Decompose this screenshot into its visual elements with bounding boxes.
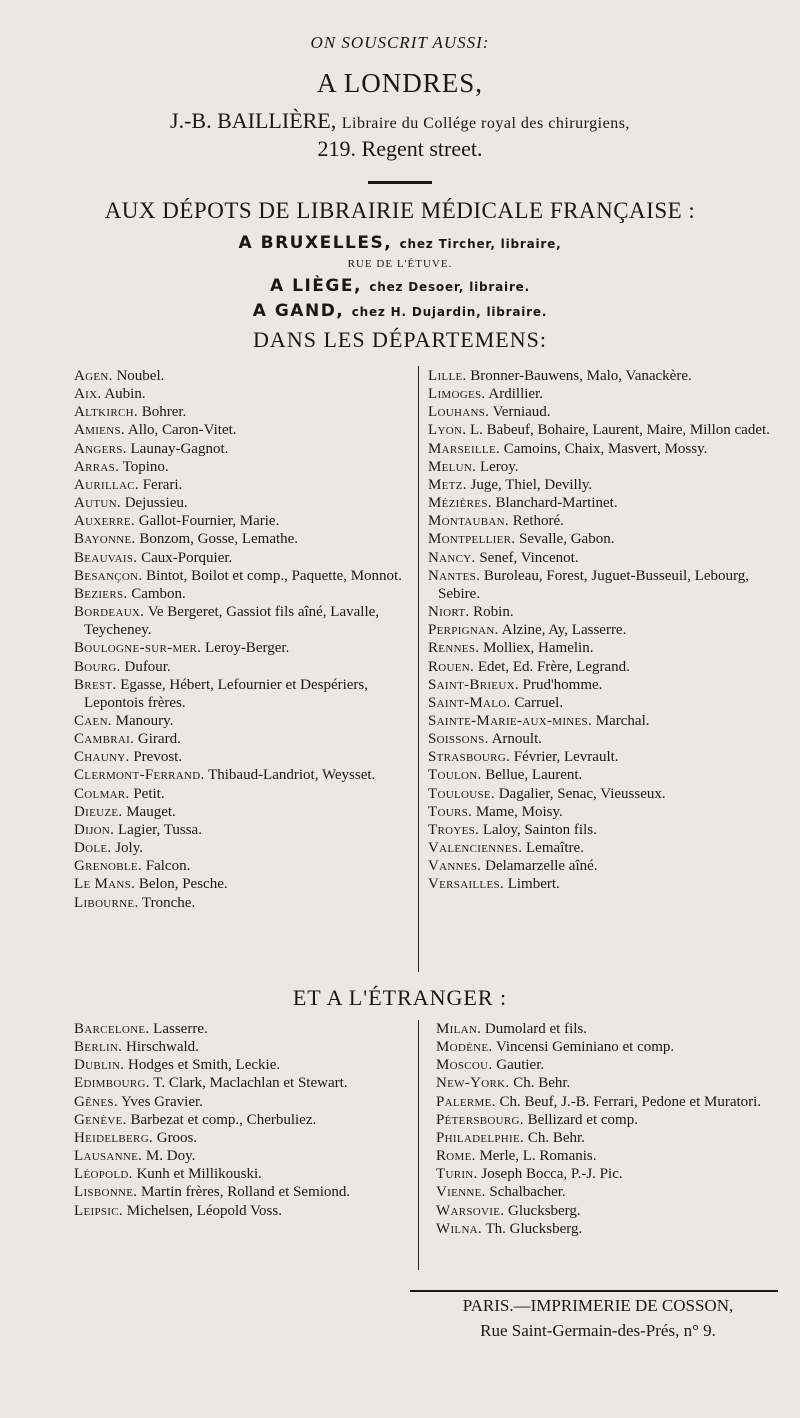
liege-bookseller: chez Desoer, libraire. bbox=[369, 280, 530, 294]
bookseller-entry bbox=[74, 1129, 414, 1147]
bookseller-entry bbox=[436, 1093, 781, 1111]
bookseller-entry bbox=[74, 839, 414, 857]
entry-booksellers: Ch. Beuf, J.-B. Ferrari, Pedone et Muratori. bbox=[499, 1093, 762, 1110]
bookseller-entry bbox=[428, 748, 778, 766]
etranger-left-column bbox=[74, 1020, 414, 1220]
entry-booksellers: Falcon. bbox=[145, 858, 191, 875]
entry-city: Marseille. bbox=[428, 440, 501, 457]
entry-city: Bordeaux. bbox=[74, 604, 145, 621]
entry-booksellers: Girard. bbox=[137, 731, 181, 748]
entry-booksellers: Caux-Porquier. bbox=[141, 549, 233, 566]
entry-city: Milan. bbox=[436, 1021, 482, 1037]
entry-city: Léopold. bbox=[74, 1166, 133, 1183]
entry-city: Lausanne. bbox=[74, 1148, 143, 1165]
publisher-name: J.-B. BAILLIÈRE, bbox=[170, 108, 337, 133]
entry-booksellers: Bohrer. bbox=[141, 404, 187, 421]
gand-bookseller: chez H. Dujardin, libraire. bbox=[351, 305, 548, 319]
column-divider bbox=[418, 366, 419, 972]
entry-booksellers: Ardillier. bbox=[488, 386, 543, 403]
entry-city: Toulon. bbox=[428, 767, 482, 784]
entry-booksellers: Thibaud-Landriot, Weysset. bbox=[208, 767, 376, 784]
entry-city: Turin. bbox=[436, 1166, 478, 1183]
bookseller-entry bbox=[74, 712, 414, 730]
entry-booksellers: Edet, Ed. Frère, Legrand. bbox=[477, 658, 630, 675]
bookseller-entry bbox=[74, 1020, 414, 1038]
bookseller-entry bbox=[74, 1165, 414, 1183]
entry-booksellers: Laloy, Sainton fils. bbox=[482, 821, 597, 838]
bookseller-entry bbox=[428, 549, 778, 567]
bruxelles-street: RUE DE L'ÉTUVE. bbox=[347, 258, 453, 270]
entry-city: Berlin. bbox=[74, 1039, 123, 1056]
bookseller-entry bbox=[436, 1183, 781, 1201]
entry-city: Barcelone. bbox=[74, 1021, 150, 1037]
entry-city: Montpellier. bbox=[428, 531, 516, 548]
entry-booksellers: Ve Bergeret, Gassiot fils aîné, Lavalle, Teycheney. bbox=[84, 604, 380, 639]
entry-booksellers: Verniaud. bbox=[492, 404, 551, 421]
bookseller-entry bbox=[74, 1183, 414, 1201]
entry-booksellers: Dufour. bbox=[124, 658, 171, 675]
entry-booksellers: Buroleau, Forest, Juguet-Busseuil, Lebourg, Sebire. bbox=[438, 567, 749, 602]
entry-city: Pétersbourg. bbox=[436, 1111, 524, 1128]
entry-city: Cambrai. bbox=[74, 731, 135, 748]
bookseller-entry bbox=[428, 658, 778, 676]
entry-city: Lille. bbox=[428, 368, 467, 384]
entry-booksellers: Alzine, Ay, Lasserre. bbox=[501, 622, 627, 639]
entry-booksellers: Ferari. bbox=[142, 476, 183, 493]
entry-booksellers: Bronner-Bauwens, Malo, Vanackère. bbox=[470, 368, 692, 384]
bruxelles-line bbox=[0, 233, 800, 253]
entry-booksellers: Belon, Pesche. bbox=[138, 876, 228, 893]
bookseller-entry bbox=[428, 730, 778, 748]
entry-booksellers: Gallot-Fournier, Marie. bbox=[138, 513, 280, 530]
etranger-heading: ET A L'ÉTRANGER : bbox=[292, 985, 508, 1010]
section-divider bbox=[368, 181, 432, 184]
entry-city: Rennes. bbox=[428, 640, 480, 657]
bookseller-entry bbox=[428, 367, 778, 385]
entry-city: Toulouse. bbox=[428, 785, 495, 802]
entry-city: Boulogne-sur-mer. bbox=[74, 640, 202, 657]
bookseller-entry bbox=[428, 494, 778, 512]
bookseller-entry bbox=[74, 821, 414, 839]
entry-booksellers: T. Clark, Maclachlan et Stewart. bbox=[153, 1075, 348, 1092]
entry-city: Rouen. bbox=[428, 658, 475, 675]
bookseller-entry bbox=[436, 1147, 781, 1165]
entry-city: Le Mans. bbox=[74, 876, 136, 893]
gand-city: A GAND, bbox=[252, 301, 345, 321]
depots-heading: AUX DÉPOTS DE LIBRAIRIE MÉDICALE FRANÇAISE : bbox=[104, 198, 696, 223]
bookseller-entry bbox=[74, 730, 414, 748]
entry-city: Caen. bbox=[74, 712, 112, 729]
entry-city: Vienne. bbox=[436, 1184, 486, 1201]
bookseller-entry bbox=[74, 476, 414, 494]
bookseller-entry bbox=[428, 639, 778, 657]
bookseller-entry bbox=[436, 1202, 781, 1220]
bookseller-entry bbox=[428, 676, 778, 694]
publisher-line bbox=[0, 108, 800, 134]
entry-booksellers: Dejussieu. bbox=[124, 495, 188, 512]
entry-city: Nancy. bbox=[428, 549, 476, 566]
bookseller-entry bbox=[428, 803, 778, 821]
bookseller-entry bbox=[428, 603, 778, 621]
entry-booksellers: Kunh et Millikouski. bbox=[136, 1166, 262, 1183]
liege-city: A LIÈGE, bbox=[270, 276, 362, 296]
entry-booksellers: M. Doy. bbox=[145, 1148, 196, 1165]
entry-booksellers: Sevalle, Gabon. bbox=[519, 531, 615, 548]
bookseller-entry bbox=[428, 476, 778, 494]
bookseller-entry bbox=[74, 403, 414, 421]
entry-booksellers: Topino. bbox=[122, 458, 169, 475]
entry-booksellers: Bonzom, Gosse, Lemathe. bbox=[139, 531, 299, 548]
entry-city: Bayonne. bbox=[74, 531, 136, 548]
bookseller-entry bbox=[428, 857, 778, 875]
entry-city: Leipsic. bbox=[74, 1202, 123, 1219]
entry-booksellers: Petit. bbox=[133, 785, 165, 802]
entry-city: Philadelphie. bbox=[436, 1129, 525, 1146]
entry-booksellers: Hodges et Smith, Leckie. bbox=[128, 1057, 281, 1074]
entry-city: New-York. bbox=[436, 1075, 510, 1092]
entry-city: Arras. bbox=[74, 458, 120, 475]
entry-city: Lyon. bbox=[428, 422, 467, 439]
entry-city: Beauvais. bbox=[74, 549, 138, 566]
publisher-address: 219. Regent street. bbox=[317, 136, 483, 161]
london-heading: A LONDRES, bbox=[316, 68, 483, 98]
bruxelles-bookseller: chez Tircher, libraire, bbox=[399, 237, 562, 251]
bookseller-entry bbox=[428, 785, 778, 803]
entry-booksellers: Aubin. bbox=[104, 386, 146, 403]
bookseller-entry bbox=[436, 1165, 781, 1183]
entry-city: Besançon. bbox=[74, 567, 143, 584]
etranger-right-column bbox=[436, 1020, 781, 1238]
entry-booksellers: Dumolard et fils. bbox=[484, 1021, 587, 1037]
entry-city: Troyes. bbox=[428, 821, 480, 838]
entry-city: Auxerre. bbox=[74, 513, 135, 530]
entry-booksellers: Ch. Behr. bbox=[527, 1129, 585, 1146]
entry-booksellers: Senef, Vincenot. bbox=[479, 549, 579, 566]
entry-booksellers: Delamarzelle aîné. bbox=[485, 858, 598, 875]
entry-booksellers: Cambon. bbox=[131, 585, 186, 602]
entry-booksellers: Dagalier, Senac, Vieusseux. bbox=[498, 785, 666, 802]
entry-city: Valenciennes. bbox=[428, 840, 523, 857]
bookseller-entry bbox=[74, 458, 414, 476]
entry-city: Metz. bbox=[428, 476, 467, 493]
entry-booksellers: Tronche. bbox=[142, 894, 196, 911]
entry-city: Perpignan. bbox=[428, 622, 499, 639]
entry-city: Mézières. bbox=[428, 495, 492, 512]
entry-booksellers: Leroy-Berger. bbox=[205, 640, 290, 657]
bookseller-entry bbox=[74, 494, 414, 512]
bookseller-entry bbox=[74, 1093, 414, 1111]
entry-city: Modène. bbox=[436, 1039, 493, 1056]
bookseller-entry bbox=[74, 1111, 414, 1129]
bookseller-entry bbox=[428, 403, 778, 421]
entry-booksellers: Gautier. bbox=[496, 1057, 545, 1074]
bookseller-entry bbox=[74, 857, 414, 875]
entry-booksellers: Merle, L. Romanis. bbox=[479, 1148, 597, 1165]
entry-city: Strasbourg. bbox=[428, 749, 511, 766]
bookseller-entry bbox=[74, 440, 414, 458]
entry-city: Angers. bbox=[74, 440, 127, 457]
entry-city: Dijon. bbox=[74, 821, 115, 838]
entry-city: Montauban. bbox=[428, 513, 509, 530]
bookseller-entry bbox=[74, 512, 414, 530]
entry-city: Lisbonne. bbox=[74, 1184, 138, 1201]
bookseller-entry bbox=[428, 821, 778, 839]
entry-booksellers: L. Babeuf, Bohaire, Laurent, Maire, Millon cadet. bbox=[470, 422, 770, 439]
bookseller-entry bbox=[74, 676, 414, 712]
entry-city: Chauny. bbox=[74, 749, 130, 766]
entry-booksellers: Martin frères, Rolland et Semiond. bbox=[141, 1184, 351, 1201]
bookseller-entry bbox=[74, 1056, 414, 1074]
entry-booksellers: Barbezat et comp., Cherbuliez. bbox=[130, 1111, 317, 1128]
bookseller-entry bbox=[428, 530, 778, 548]
entry-booksellers: Bellue, Laurent. bbox=[485, 767, 583, 784]
entry-city: Grenoble. bbox=[74, 858, 143, 875]
entry-booksellers: Manoury. bbox=[115, 712, 174, 729]
bookseller-entry bbox=[74, 1202, 414, 1220]
entry-booksellers: Launay-Gagnot. bbox=[130, 440, 229, 457]
entry-city: Agen. bbox=[74, 368, 113, 384]
entry-city: Altkirch. bbox=[74, 404, 138, 421]
liege-line bbox=[0, 276, 800, 296]
bruxelles-city: A BRUXELLES, bbox=[238, 233, 393, 253]
entry-city: Dole. bbox=[74, 840, 112, 857]
bookseller-entry bbox=[436, 1074, 781, 1092]
entry-city: Saint-Malo. bbox=[428, 694, 511, 711]
entry-city: Melun. bbox=[428, 458, 477, 475]
entry-city: Clermont-Ferrand. bbox=[74, 767, 205, 784]
entry-city: Limoges. bbox=[428, 386, 486, 403]
entry-city: Aurillac. bbox=[74, 476, 139, 493]
entry-booksellers: Lagier, Tussa. bbox=[117, 821, 202, 838]
entry-booksellers: Prud'homme. bbox=[522, 676, 603, 693]
bookseller-entry bbox=[428, 421, 778, 439]
entry-city: Niort. bbox=[428, 604, 470, 621]
entry-city: Genève. bbox=[74, 1111, 127, 1128]
bookseller-entry bbox=[74, 567, 414, 585]
entry-booksellers: Hirschwald. bbox=[126, 1039, 199, 1056]
entry-booksellers: Rethoré. bbox=[512, 513, 564, 530]
bookseller-entry bbox=[428, 621, 778, 639]
bookseller-entry bbox=[436, 1220, 781, 1238]
entry-booksellers: Yves Gravier. bbox=[121, 1093, 203, 1110]
bookseller-entry bbox=[428, 440, 778, 458]
bookseller-entry bbox=[428, 694, 778, 712]
entry-booksellers: Vincensi Geminiano et comp. bbox=[495, 1039, 675, 1056]
entry-city: Sainte-Marie-aux-mines. bbox=[428, 712, 593, 729]
bookseller-entry bbox=[436, 1111, 781, 1129]
entry-city: Brest. bbox=[74, 676, 117, 693]
entry-city: Libourne. bbox=[74, 894, 139, 911]
entry-booksellers: Mauget. bbox=[126, 803, 176, 820]
bookseller-entry bbox=[436, 1129, 781, 1147]
entry-booksellers: Noubel. bbox=[116, 368, 165, 384]
entry-booksellers: Février, Levrault. bbox=[513, 749, 619, 766]
entry-booksellers: Robin. bbox=[473, 604, 514, 621]
entry-booksellers: Bintot, Boilot et comp., Paquette, Monnot. bbox=[146, 567, 402, 584]
entry-booksellers: Lasserre. bbox=[153, 1021, 208, 1037]
bookseller-entry bbox=[74, 1038, 414, 1056]
bookseller-entry bbox=[436, 1038, 781, 1056]
bookseller-entry bbox=[428, 512, 778, 530]
subscription-note: ON SOUSCRIT AUSSI: bbox=[310, 33, 490, 52]
imprint-address: Rue Saint-Germain-des-Prés, n° 9. bbox=[480, 1321, 716, 1340]
bookseller-entry bbox=[74, 603, 414, 639]
entry-city: Wilna. bbox=[436, 1220, 482, 1237]
bookseller-entry bbox=[74, 1074, 414, 1092]
bookseller-entry bbox=[74, 367, 414, 385]
entry-booksellers: Lemaître. bbox=[526, 840, 584, 857]
entry-city: Aix. bbox=[74, 386, 102, 403]
entry-booksellers: Joseph Bocca, P.-J. Pic. bbox=[481, 1166, 623, 1183]
bookseller-entry bbox=[428, 712, 778, 730]
entry-booksellers: Marchal. bbox=[595, 712, 650, 729]
entry-booksellers: Limbert. bbox=[507, 876, 560, 893]
bookseller-entry bbox=[74, 530, 414, 548]
bookseller-entry bbox=[74, 785, 414, 803]
entry-city: Moscou. bbox=[436, 1057, 493, 1074]
entry-city: Dublin. bbox=[74, 1057, 125, 1074]
entry-city: Heidelberg. bbox=[74, 1129, 153, 1146]
entry-booksellers: Leroy. bbox=[479, 458, 519, 475]
entry-booksellers: Joly. bbox=[115, 840, 143, 857]
entry-city: Versailles. bbox=[428, 876, 504, 893]
bookseller-entry bbox=[436, 1056, 781, 1074]
bookseller-entry bbox=[74, 748, 414, 766]
entry-booksellers: Th. Glucksberg. bbox=[485, 1220, 583, 1237]
bookseller-entry bbox=[74, 421, 414, 439]
entry-booksellers: Carruel. bbox=[514, 694, 564, 711]
bookseller-entry bbox=[74, 766, 414, 784]
entry-booksellers: Allo, Caron-Vitet. bbox=[127, 422, 237, 439]
entry-city: Bourg. bbox=[74, 658, 121, 675]
entry-city: Edimbourg. bbox=[74, 1075, 150, 1092]
bookseller-entry bbox=[428, 766, 778, 784]
entry-city: Dieuze. bbox=[74, 803, 123, 820]
entry-city: Warsovie. bbox=[436, 1202, 505, 1219]
entry-booksellers: Egasse, Hébert, Lefournier et Despériers, Lepontois frères. bbox=[84, 676, 369, 711]
imprint-rule bbox=[410, 1290, 778, 1292]
bookseller-entry bbox=[428, 839, 778, 857]
entry-booksellers: Glucksberg. bbox=[508, 1202, 581, 1219]
entry-booksellers: Ch. Behr. bbox=[513, 1075, 571, 1092]
bookseller-entry bbox=[74, 658, 414, 676]
entry-booksellers: Schalbacher. bbox=[489, 1184, 566, 1201]
bookseller-entry bbox=[74, 585, 414, 603]
entry-booksellers: Blanchard-Martinet. bbox=[495, 495, 618, 512]
bookseller-entry bbox=[74, 803, 414, 821]
entry-city: Tours. bbox=[428, 803, 473, 820]
departemens-left-column bbox=[74, 367, 414, 912]
entry-booksellers: Michelsen, Léopold Voss. bbox=[126, 1202, 282, 1219]
entry-booksellers: Juge, Thiel, Devilly. bbox=[470, 476, 593, 493]
bookseller-entry bbox=[74, 875, 414, 893]
entry-booksellers: Camoins, Chaix, Masvert, Mossy. bbox=[503, 440, 708, 457]
gand-line bbox=[0, 301, 800, 321]
entry-booksellers: Prevost. bbox=[133, 749, 183, 766]
bookseller-entry bbox=[74, 639, 414, 657]
imprint-printer: PARIS.—IMPRIMERIE DE COSSON, bbox=[462, 1296, 734, 1315]
bookseller-entry bbox=[436, 1020, 781, 1038]
bookseller-entry bbox=[74, 894, 414, 912]
bookseller-entry bbox=[74, 385, 414, 403]
entry-city: Autun. bbox=[74, 495, 121, 512]
entry-city: Colmar. bbox=[74, 785, 130, 802]
bookseller-entry bbox=[428, 875, 778, 893]
column-divider bbox=[418, 1020, 419, 1270]
entry-city: Louhans. bbox=[428, 404, 490, 421]
departemens-heading: DANS LES DÉPARTEMENS: bbox=[253, 327, 547, 352]
entry-city: Saint-Brieux. bbox=[428, 676, 519, 693]
bookseller-entry bbox=[428, 567, 778, 603]
entry-city: Gênes. bbox=[74, 1093, 118, 1110]
entry-booksellers: Mame, Moisy. bbox=[475, 803, 563, 820]
entry-booksellers: Arnoult. bbox=[491, 731, 542, 748]
entry-city: Nantes. bbox=[428, 567, 481, 584]
entry-city: Palerme. bbox=[436, 1093, 496, 1110]
bookseller-entry bbox=[428, 385, 778, 403]
publisher-title: Libraire du Collége royal des chirurgiens, bbox=[341, 115, 630, 132]
bookseller-entry bbox=[74, 549, 414, 567]
entry-city: Beziers. bbox=[74, 585, 128, 602]
bookseller-entry bbox=[74, 1147, 414, 1165]
entry-booksellers: Groos. bbox=[156, 1129, 198, 1146]
entry-booksellers: Molliex, Hamelin. bbox=[483, 640, 594, 657]
entry-city: Soissons. bbox=[428, 731, 489, 748]
entry-booksellers: Bellizard et comp. bbox=[527, 1111, 638, 1128]
bookseller-entry bbox=[428, 458, 778, 476]
entry-city: Rome. bbox=[436, 1148, 476, 1165]
entry-city: Amiens. bbox=[74, 422, 125, 439]
entry-city: Vannes. bbox=[428, 858, 482, 875]
departemens-right-column bbox=[428, 367, 778, 894]
